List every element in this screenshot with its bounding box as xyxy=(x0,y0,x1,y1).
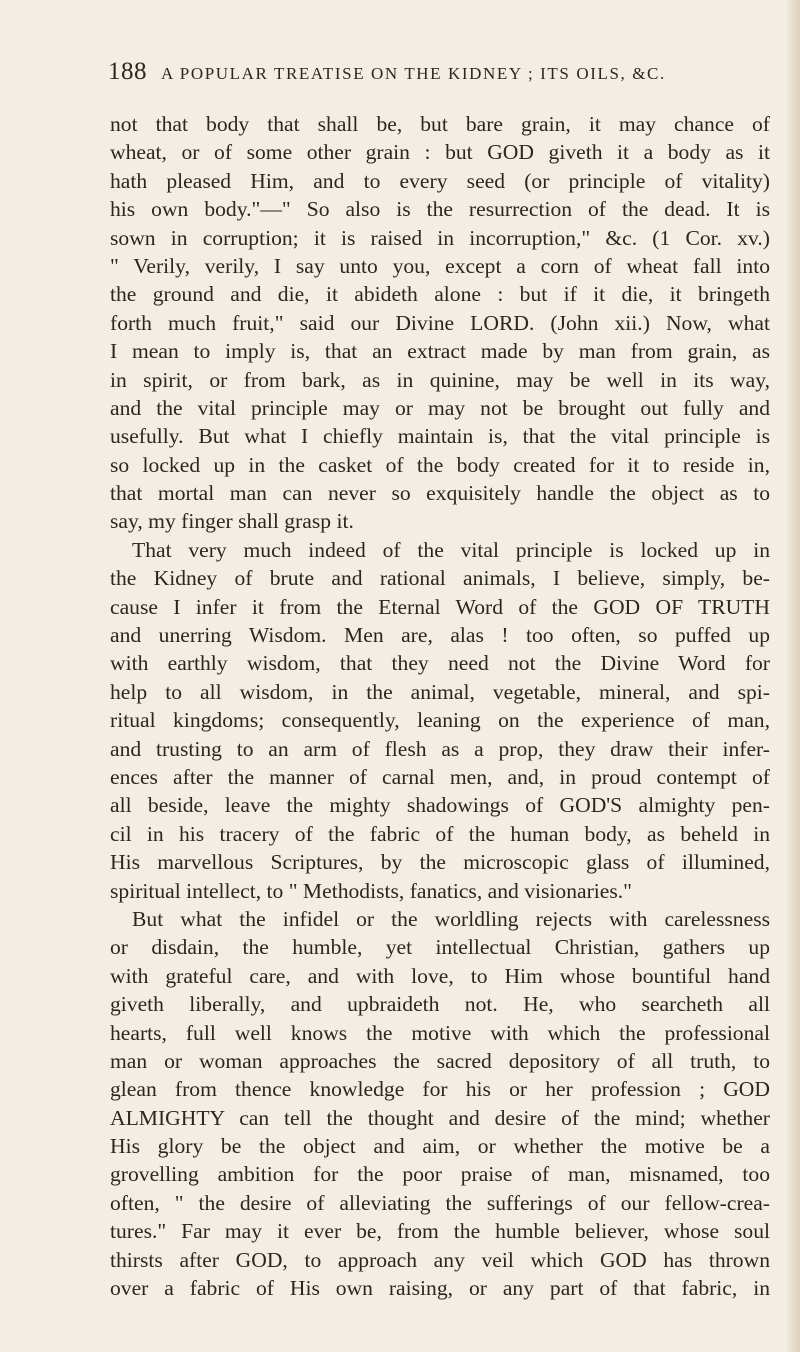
text-line: That very much indeed of the vital principle is locked up in xyxy=(132,537,770,562)
text-line: say, my finger shall grasp it. xyxy=(110,509,354,534)
text-line: tures." Far may it ever be, from the humble believer, whose soul xyxy=(110,1219,770,1244)
text-line: grovelling ambition for the poor praise of man, misnamed, too xyxy=(110,1162,770,1187)
text-line: ences after the manner of carnal men, and, in proud contempt of xyxy=(110,764,770,789)
text-line: hearts, full well knows the motive with which the professional xyxy=(110,1020,770,1045)
text-line: often, " the desire of alleviating the sufferings of our fellow-crea- xyxy=(110,1190,770,1215)
text-line: all beside, leave the mighty shadowings of GOD'S almighty pen- xyxy=(110,793,770,818)
text-line: ritual kingdoms; consequently, leaning on the experience of man, xyxy=(110,708,770,733)
page-number: 188 xyxy=(108,58,147,85)
text-line: man or woman approaches the sacred depository of all truth, to xyxy=(110,1048,770,1073)
text-line: " Verily, verily, I say unto you, except a corn of wheat fall into xyxy=(110,253,770,278)
text-line: his own body."—" So also is the resurrection of the dead. It is xyxy=(110,197,770,222)
text-line: sown in corruption; it is raised in incorruption," &c. (1 Cor. xv.) xyxy=(110,225,770,250)
text-line: But what the infidel or the worldling rejects with carelessness xyxy=(132,906,770,931)
text-line: with earthly wisdom, that they need not the Divine Word for xyxy=(110,651,770,676)
text-line: glean from thence knowledge for his or her profession ; GOD xyxy=(110,1077,770,1102)
text-line: help to all wisdom, in the animal, vegetable, mineral, and spi- xyxy=(110,679,770,704)
text-line: wheat, or of some other grain : but GOD giveth it a body as it xyxy=(110,140,770,165)
text-line: hath pleased Him, and to every seed (or principle of vitality) xyxy=(110,168,770,193)
text-line: over a fabric of His own raising, or any part of that fabric, in xyxy=(110,1276,770,1301)
running-title: A POPULAR TREATISE ON THE KIDNEY ; ITS OILS, &C. xyxy=(161,64,666,83)
text-line: not that body that shall be, but bare grain, it may chance of xyxy=(110,112,770,136)
text-line: giveth liberally, and upbraideth not. He, who searcheth all xyxy=(110,992,770,1017)
text-line: the ground and die, it abideth alone : but if it die, it bringeth xyxy=(110,282,770,307)
text-line: cause I infer it from the Eternal Word of the GOD OF TRUTH xyxy=(110,594,770,619)
text-line: so locked up in the casket of the body created for it to reside in, xyxy=(110,452,770,477)
text-line: I mean to imply is, that an extract made by man from grain, as xyxy=(110,339,770,364)
body-text xyxy=(110,110,770,1302)
text-line: and the vital principle may or may not be brought out fully and xyxy=(110,395,770,420)
text-line: with grateful care, and with love, to Him whose bountiful hand xyxy=(110,963,770,988)
text-line: in spirit, or from bark, as in quinine, may be well in its way, xyxy=(110,367,770,392)
text-line: His marvellous Scriptures, by the microscopic glass of illumined, xyxy=(110,850,770,875)
text-line: cil in his tracery of the fabric of the human body, as beheld in xyxy=(110,821,770,846)
page-edge-shadow xyxy=(786,0,800,1352)
text-line: forth much fruit," said our Divine LORD. (John xii.) Now, what xyxy=(110,310,770,335)
text-line: spiritual intellect, to " Methodists, fanatics, and visionaries." xyxy=(110,878,632,903)
text-line: the Kidney of brute and rational animals, I believe, simply, be- xyxy=(110,566,770,591)
text-line: and unerring Wisdom. Men are, alas ! too often, so puffed up xyxy=(110,623,770,648)
text-line: usefully. But what I chiefly maintain is, that the vital principle is xyxy=(110,424,770,449)
text-line: ALMIGHTY can tell the thought and desire of the mind; whether xyxy=(110,1105,770,1130)
text-line: and trusting to an arm of flesh as a prop, they draw their infer- xyxy=(110,736,770,761)
running-head xyxy=(108,58,768,94)
text-line: that mortal man can never so exquisitely handle the object as to xyxy=(110,481,770,506)
text-line: or disdain, the humble, yet intellectual Christian, gathers up xyxy=(110,935,770,960)
text-line: thirsts after GOD, to approach any veil which GOD has thrown xyxy=(110,1247,770,1272)
text-line: His glory be the object and aim, or whether the motive be a xyxy=(110,1134,770,1159)
